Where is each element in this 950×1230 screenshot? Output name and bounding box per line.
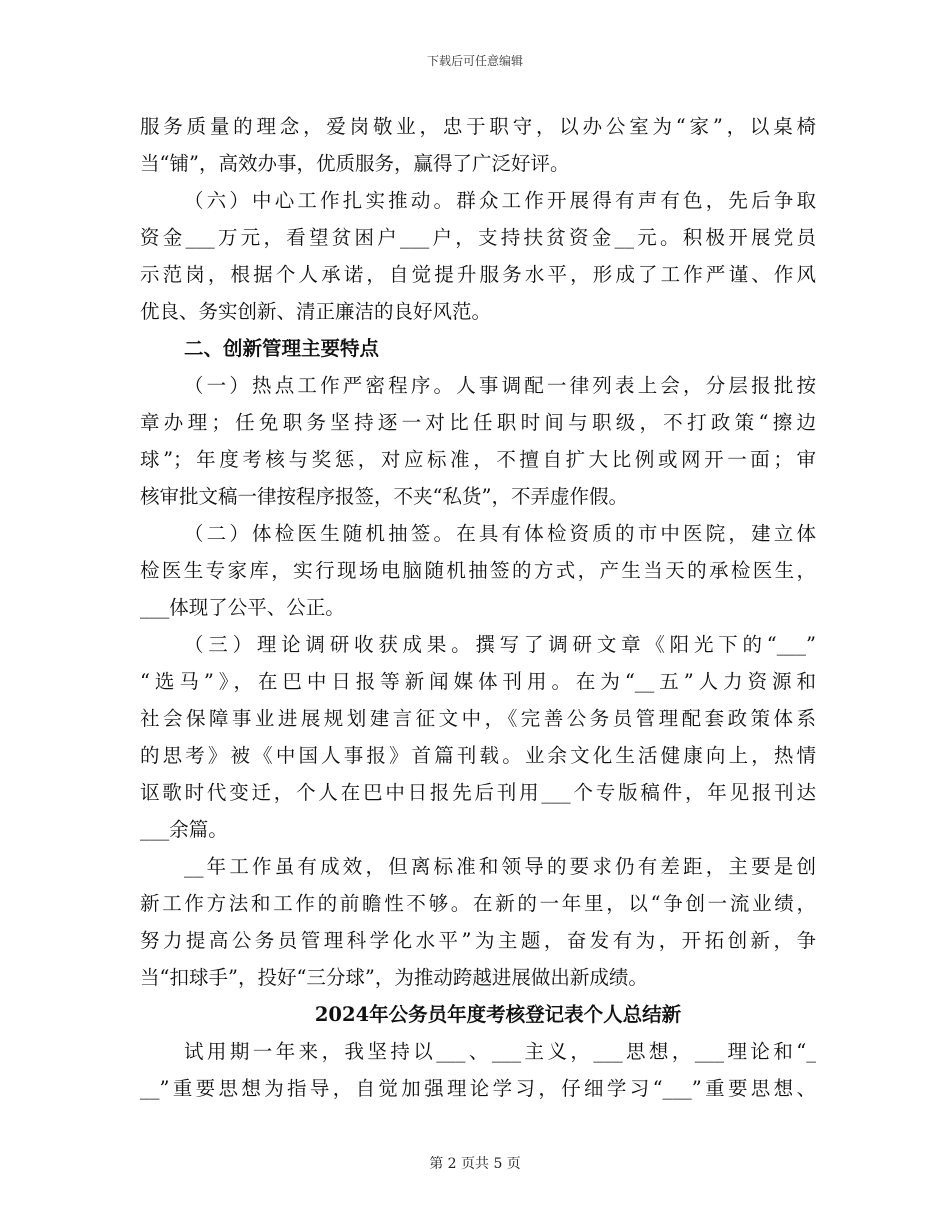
paragraph-line: 优良、务实创新、清正廉洁的良好风范。	[140, 300, 492, 323]
paragraph-line: 当“扣球手”，投好“三分球”，为推动跨越进展做出新成绩。	[140, 966, 648, 989]
section-heading: 二、创新管理主要特点	[184, 337, 380, 360]
paragraph-line: 章办理；任免职务坚持逐一对比任职时间与职级，不打政策“擦边	[140, 411, 816, 434]
page-number: 第 2 页共 5 页	[429, 1156, 521, 1172]
paragraph-line: “选马”》，在巴中日报等新闻媒体刊用。在为“__五”人力资源和	[140, 670, 816, 693]
page-header-note: 下载后可任意编辑	[426, 54, 523, 68]
paragraph-line: 服务质量的理念，爱岗敬业，忠于职守，以办公室为“家”，以桌椅	[140, 115, 816, 138]
paragraph-line: 资金___万元，看望贫困户___户，支持扶贫资金__元。积极开展党员	[140, 226, 816, 249]
paragraph-line: __年工作虽有成效，但离标准和领导的要求仍有差距，主要是创	[184, 855, 816, 878]
paragraph-line: 讴歌时代变迁，个人在巴中日报先后刊用___个专版稿件，年见报刊达	[140, 781, 816, 804]
paragraph-line: （一）热点工作严密程序。人事调配一律列表上会，分层报批按	[184, 374, 816, 397]
document-body	[140, 108, 816, 1107]
paragraph-line: 核审批文稿一律按程序报签，不夹“私货”，不弄虚作假。	[140, 485, 628, 508]
paragraph-line: （六）中心工作扎实推动。群众工作开展得有声有色，先后争取	[184, 189, 816, 212]
paragraph-line: （三）理论调研收获成果。撰写了调研文章《阳光下的“___”	[184, 633, 816, 656]
paragraph-line: 球”；年度考核与奖惩，对应标准，不擅自扩大比例或网开一面；审	[140, 448, 816, 471]
document-title: 2024年公务员年度考核登记表个人总结新	[314, 1003, 682, 1026]
paragraph-line: 的思考》被《中国人事报》首篇刊载。业余文化生活健康向上，热情	[140, 744, 816, 767]
paragraph-line: 检医生专家库，实行现场电脑随机抽签的方式，产生当天的承检医生，	[140, 559, 816, 582]
paragraph-line: 试用期一年来，我坚持以___、___主义，___思想，___理论和“_	[184, 1040, 816, 1063]
paragraph-line: 示范岗，根据个人承诺，自觉提升服务水平，形成了工作严谨、作风	[140, 263, 816, 286]
paragraph-line: 当“铺”，高效办事，优质服务，赢得了广泛好评。	[140, 152, 570, 175]
paragraph-line: 努力提高公务员管理科学化水平”为主题，奋发有为，开拓创新，争	[140, 929, 816, 952]
paragraph-line: 社会保障事业进展规划建言征文中，《完善公务员管理配套政策体系	[140, 707, 816, 730]
paragraph-line: 新工作方法和工作的前瞻性不够。在新的一年里，以“争创一流业绩，	[140, 892, 816, 915]
paragraph-line: __”重要思想为指导，自觉加强理论学习，仔细学习“___”重要思想、	[140, 1077, 816, 1100]
paragraph-line: ___余篇。	[140, 818, 228, 841]
paragraph-line: （二）体检医生随机抽签。在具有体检资质的市中医院，建立体	[184, 522, 816, 545]
paragraph-line: ___体现了公平、公正。	[140, 596, 345, 619]
